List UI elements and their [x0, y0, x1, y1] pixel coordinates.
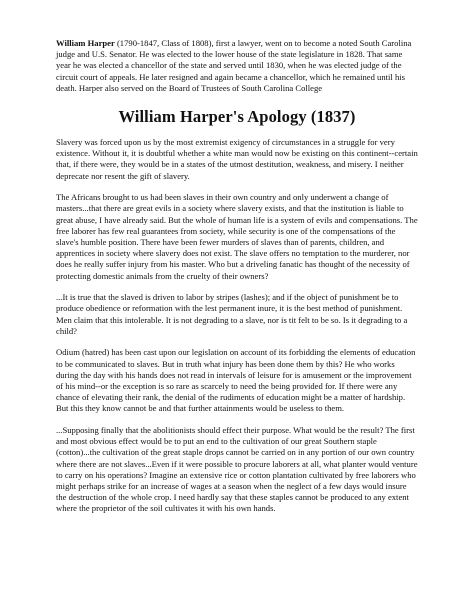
document-title: William Harper's Apology (1837) — [118, 107, 356, 127]
document-page — [56, 38, 418, 525]
paragraph-1: Slavery was forced upon us by the most extremist exigency of circumstances in a struggle for very existence. Without it, it is doubtful whether a white man would now be existing on this continent--certain that, if there were, they would be in a states of the utmost destitution, weakness, and misery. I neither deprecate nor resent the gift of slavery. — [56, 137, 418, 181]
bio-name: William Harper — [56, 38, 115, 48]
paragraph-3: ...It is true that the slaved is driven to labor by stripes (lashes); and if the object of punishment be to produce obedience or reformation with the lest permanent inure, it is the best method of punishment. Men claim that this intolerable. It is not degrading to a slave, nor is tit felt to be so. Is it degrading to a child? — [56, 292, 408, 336]
paragraph-4: Odium (hatred) has been cast upon our legislation on account of its forbidding the elements of education to be communicated to slaves. But in truth what injury has been done them by this? He who works during the day with his hands does not read in intervals of leisure for is amusement or the improvement of his mind--or the exception is so rare as scarcely to need the being provided for. If there were any chance of elevating their rank, the denial of the rudiments of education might be a matter of hardship. But this they know cannot be and that further attainments would be useless to them. — [56, 347, 416, 414]
bio-text: (1790-1847, Class of 1808), first a lawyer, went on to become a noted South Carolina judge and U.S. Senator. He was elected to the lower house of the state legislature in 1828. That same year he was elected a chancellor of the state and served until 1830, when he was elected judge of the circuit court of appeals. He later resigned and again became a chancellor, which he remained until his death. Harper also served on the Board of Trustees of South Carolina College — [56, 38, 412, 93]
paragraph-2: The Africans brought to us had been slaves in their own country and only underwent a change of masters...that there are great evils in a society where slavery exists, and that the institution is liable to great abuse, I have already said. But the whole of human life is a system of evils and compensations. The free laborer has few real guarantees from society, while security is one of the compensations of the slave's humble position. There have been fewer murders of slaves than of parents, children, and apprentices in society where slavery does not exist. The slave offers no temptation to the murderer, nor does he really suffer injury from his master. Who but a driveling fanatic has thought of the necessity of protecting domestic animals from the cruelty of their owners? — [56, 192, 418, 281]
bio-paragraph — [56, 38, 418, 94]
paragraph-5: ...Supposing finally that the abolitionists should effect their purpose. What would be the result? The first and most obvious effect would be to put an end to the cultivation of our great Southern staple (cotton)...the cultivation of the great staple drops cannot be carried on in any portion of our own country where there are not slaves...Even if it were possible to procure laborers at all, what planter would venture to carry on his operations? Imagine an extensive rice or cotton plantation cultivated by free laborers who might perhaps strike for an increase of wages at a season when the neglect of a few days would insure the destruction of the whole crop. I need hardly say that these staples cannot be produced to any extent where the proprietor of the soil cultivates it with his own hands. — [56, 425, 418, 514]
